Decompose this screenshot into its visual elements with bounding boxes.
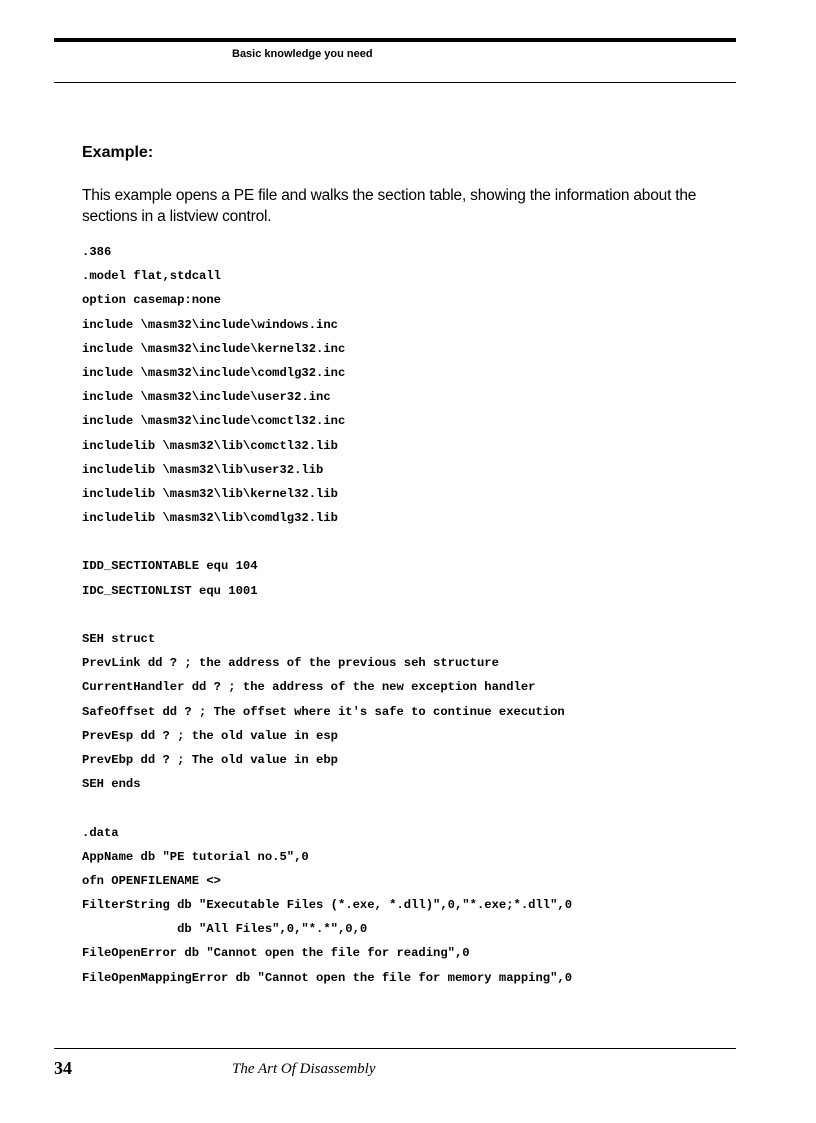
header-top-rule [54, 38, 736, 42]
code-line [82, 796, 742, 820]
code-line: SEH ends [82, 777, 141, 792]
code-line: option casemap:none [82, 293, 221, 308]
code-line: AppName db "PE tutorial no.5",0 [82, 849, 309, 864]
code-line: FileOpenError db "Cannot open the file for reading",0 [82, 946, 470, 961]
code-line [82, 603, 742, 627]
intro-paragraph: This example opens a PE file and walks the section table, showing the information about the sections in a listview control. [82, 187, 697, 225]
code-line: .model flat,stdcall [82, 269, 221, 284]
code-line: include \masm32\include\kernel32.inc [82, 341, 346, 356]
header-rule [54, 82, 736, 83]
code-line: PrevEsp dd ? ; the old value in esp [82, 728, 338, 743]
code-line: ofn OPENFILENAME <> [82, 873, 221, 888]
code-line: includelib \masm32\lib\comdlg32.lib [82, 511, 338, 526]
code-line: IDD_SECTIONTABLE equ 104 [82, 559, 258, 574]
code-line: include \masm32\include\comdlg32.inc [82, 365, 346, 380]
code-line: SafeOffset dd ? ; The offset where it's safe to continue execution [82, 704, 565, 719]
code-line: includelib \masm32\lib\comctl32.lib [82, 438, 338, 453]
running-head: Basic knowledge you need [232, 48, 373, 60]
code-line: include \masm32\include\comctl32.inc [82, 414, 346, 429]
page-number: 34 [54, 1058, 72, 1078]
code-listing [82, 240, 742, 990]
code-line: PrevLink dd ? ; the address of the previous seh structure [82, 656, 499, 671]
code-line: .386 [82, 245, 112, 259]
code-line: includelib \masm32\lib\kernel32.lib [82, 486, 338, 501]
code-line: FileOpenMappingError db "Cannot open the file for memory mapping",0 [82, 970, 573, 985]
code-line: SEH struct [82, 632, 156, 646]
book-title: The Art Of Disassembly [232, 1061, 376, 1077]
code-line: CurrentHandler dd ? ; the address of the new exception handler [82, 680, 536, 695]
section-heading: Example: [82, 144, 154, 161]
code-line [82, 530, 742, 554]
code-line: include \masm32\include\windows.inc [82, 317, 338, 332]
code-line: includelib \masm32\lib\user32.lib [82, 462, 324, 477]
code-line: IDC_SECTIONLIST equ 1001 [82, 583, 258, 598]
code-line: include \masm32\include\user32.inc [82, 390, 331, 405]
code-line: db "All Files",0,"*.*",0,0 [82, 922, 368, 937]
code-line: PrevEbp dd ? ; The old value in ebp [82, 752, 338, 767]
code-line: FilterString db "Executable Files (*.exe, *.dll)",0,"*.exe;*.dll",0 [82, 898, 573, 913]
footer-rule [54, 1048, 736, 1049]
code-line: .data [82, 825, 119, 840]
